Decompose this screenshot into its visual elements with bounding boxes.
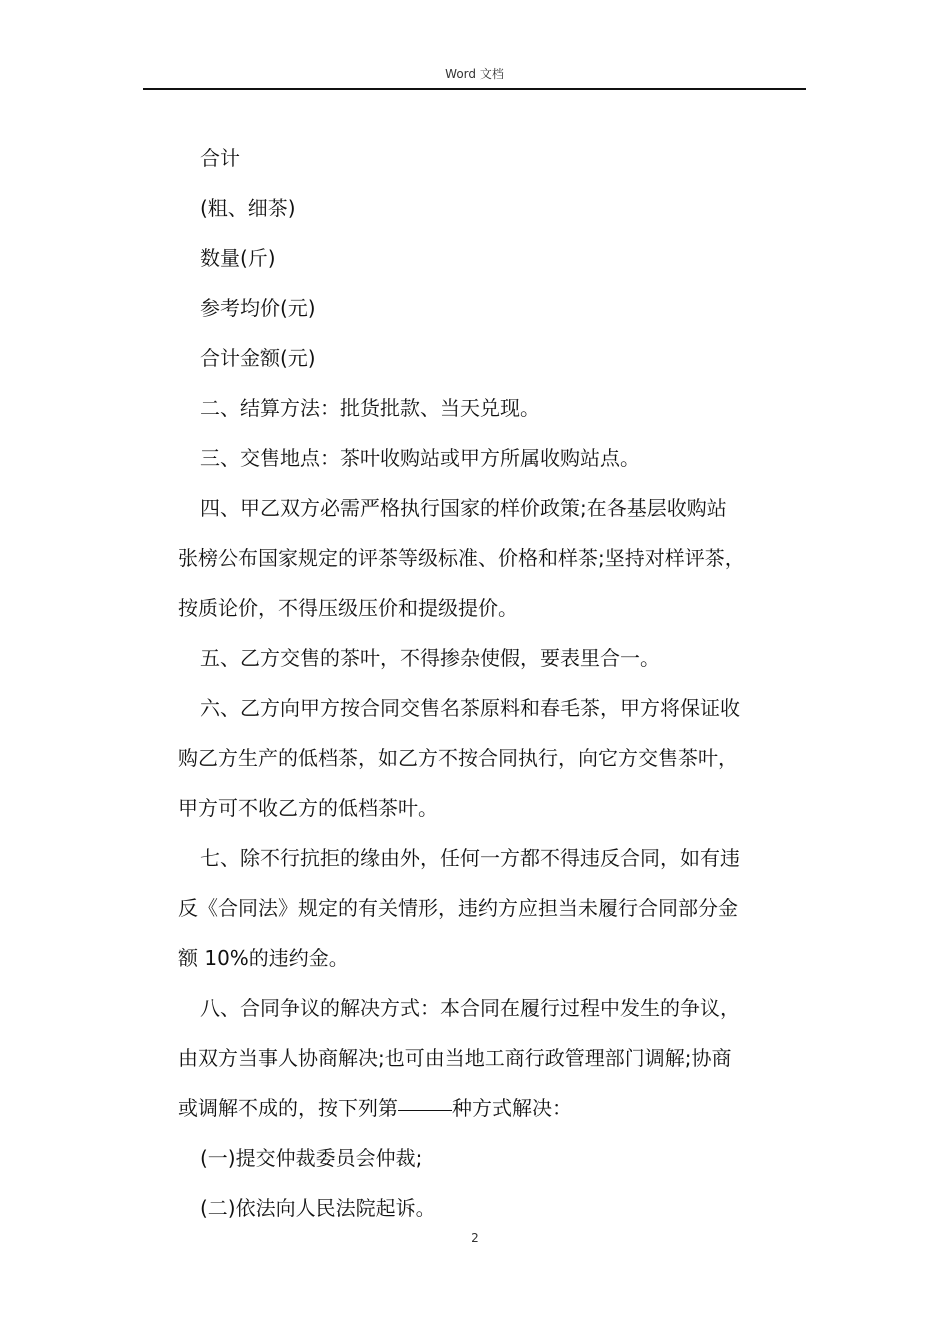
clause-7-line-1: 七、除不行抗拒的缘由外，任何一方都不得违反合同，如有违 (200, 846, 740, 870)
clause-4-line-3: 按质论价，不得压级压价和提级提价。 (178, 596, 518, 620)
clause-2-settlement: 二、结算方法：批货批款、当天兑现。 (200, 396, 540, 420)
line-total-amount: 合计金额(元) (200, 346, 316, 370)
line-ref-price: 参考均价(元) (200, 296, 316, 320)
clause-8-line-1: 八、合同争议的解决方式：本合同在履行过程中发生的争议， (200, 996, 740, 1020)
header-divider (143, 88, 806, 90)
line-quantity: 数量(斤) (200, 246, 276, 270)
clause-4-line-2: 张榜公布国家规定的评茶等级标准、价格和样茶;坚持对样评茶， (178, 546, 745, 570)
clause-6-line-1: 六、乙方向甲方按合同交售名茶原料和春毛茶，甲方将保证收 (200, 696, 740, 720)
option-litigation: (二)依法向人民法院起诉。 (200, 1196, 436, 1220)
clause-4-line-1: 四、甲乙双方必需严格执行国家的样价政策;在各基层收购站 (200, 496, 727, 520)
page-header: Word 文档 (445, 67, 504, 81)
line-total: 合计 (200, 146, 240, 170)
clause-7-line-2: 反《合同法》规定的有关情形，违约方应担当未履行合同部分金 (178, 896, 738, 920)
clause-8-line-3 (178, 1083, 806, 1133)
clause-8-text-before-blank: 或调解不成的，按下列第 (178, 1096, 398, 1120)
clause-8-text-after-blank: 种方式解决： (452, 1096, 572, 1120)
document-body (178, 133, 806, 1233)
page-number: 2 (471, 1231, 479, 1245)
clause-6-line-2: 购乙方生产的低档茶，如乙方不按合同执行，向它方交售茶叶， (178, 746, 738, 770)
clause-7-line-3: 额 10%的违约金。 (178, 946, 349, 970)
fill-in-blank[interactable] (398, 1109, 452, 1111)
clause-8-line-2: 由双方当事人协商解决;也可由当地工商行政管理部门调解;协商 (178, 1046, 732, 1070)
option-arbitration: (一)提交仲裁委员会仲裁; (200, 1146, 423, 1170)
line-tea-type: (粗、细茶) (200, 196, 296, 220)
clause-5: 五、乙方交售的茶叶，不得掺杂使假，要表里合一。 (200, 646, 660, 670)
clause-6-line-3: 甲方可不收乙方的低档茶叶。 (178, 796, 438, 820)
clause-3-location: 三、交售地点：茶叶收购站或甲方所属收购站点。 (200, 446, 640, 470)
